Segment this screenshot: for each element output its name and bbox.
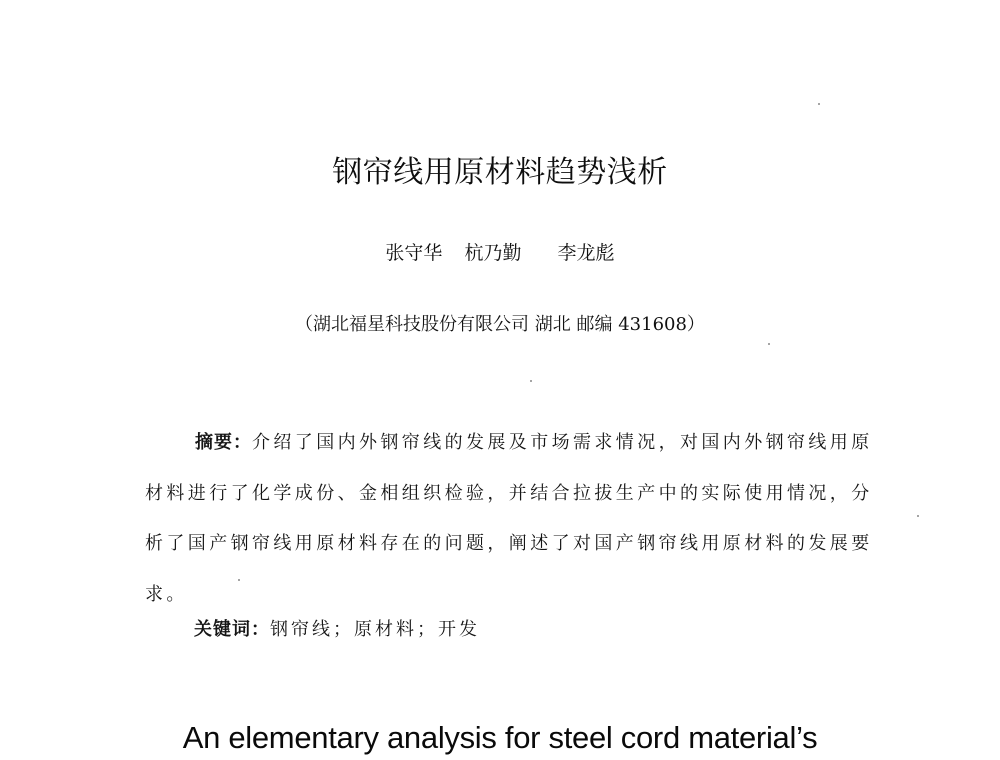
scan-speck bbox=[768, 343, 770, 345]
abstract-line bbox=[145, 418, 873, 469]
abstract-text: 介绍了国内外钢帘线的发展及市场需求情况，对国内外钢帘线用原 bbox=[252, 432, 873, 453]
keywords-line bbox=[194, 617, 480, 643]
abstract-line: 求。 bbox=[145, 583, 188, 605]
scan-speck bbox=[818, 103, 820, 105]
abstract-line: 材料进行了化学成份、金相组织检验，并结合拉拔生产中的实际使用情况，分 bbox=[145, 482, 873, 504]
author-list bbox=[0, 240, 1000, 266]
author-name: 张守华 bbox=[385, 242, 443, 264]
keywords-label: 关键词： bbox=[194, 619, 270, 640]
author-name: 李龙彪 bbox=[557, 242, 615, 264]
scan-speck bbox=[917, 515, 919, 517]
scan-speck bbox=[238, 579, 240, 581]
author-name: 杭乃勤 bbox=[464, 242, 522, 264]
paper-title-english: An elementary analysis for steel cord material’s bbox=[182, 720, 818, 755]
scan-speck bbox=[530, 380, 532, 382]
abstract-label: 摘要： bbox=[195, 432, 252, 453]
keywords-text: 钢帘线；原材料；开发 bbox=[270, 619, 480, 640]
abstract-block bbox=[145, 418, 873, 620]
paper-title-chinese: 钢帘线用原材料趋势浅析 bbox=[332, 155, 668, 190]
abstract-line: 析了国产钢帘线用原材料存在的问题，阐述了对国产钢帘线用原材料的发展要 bbox=[145, 533, 873, 554]
author-affiliation: （湖北福星科技股份有限公司 湖北 邮编 431608） bbox=[295, 314, 705, 335]
